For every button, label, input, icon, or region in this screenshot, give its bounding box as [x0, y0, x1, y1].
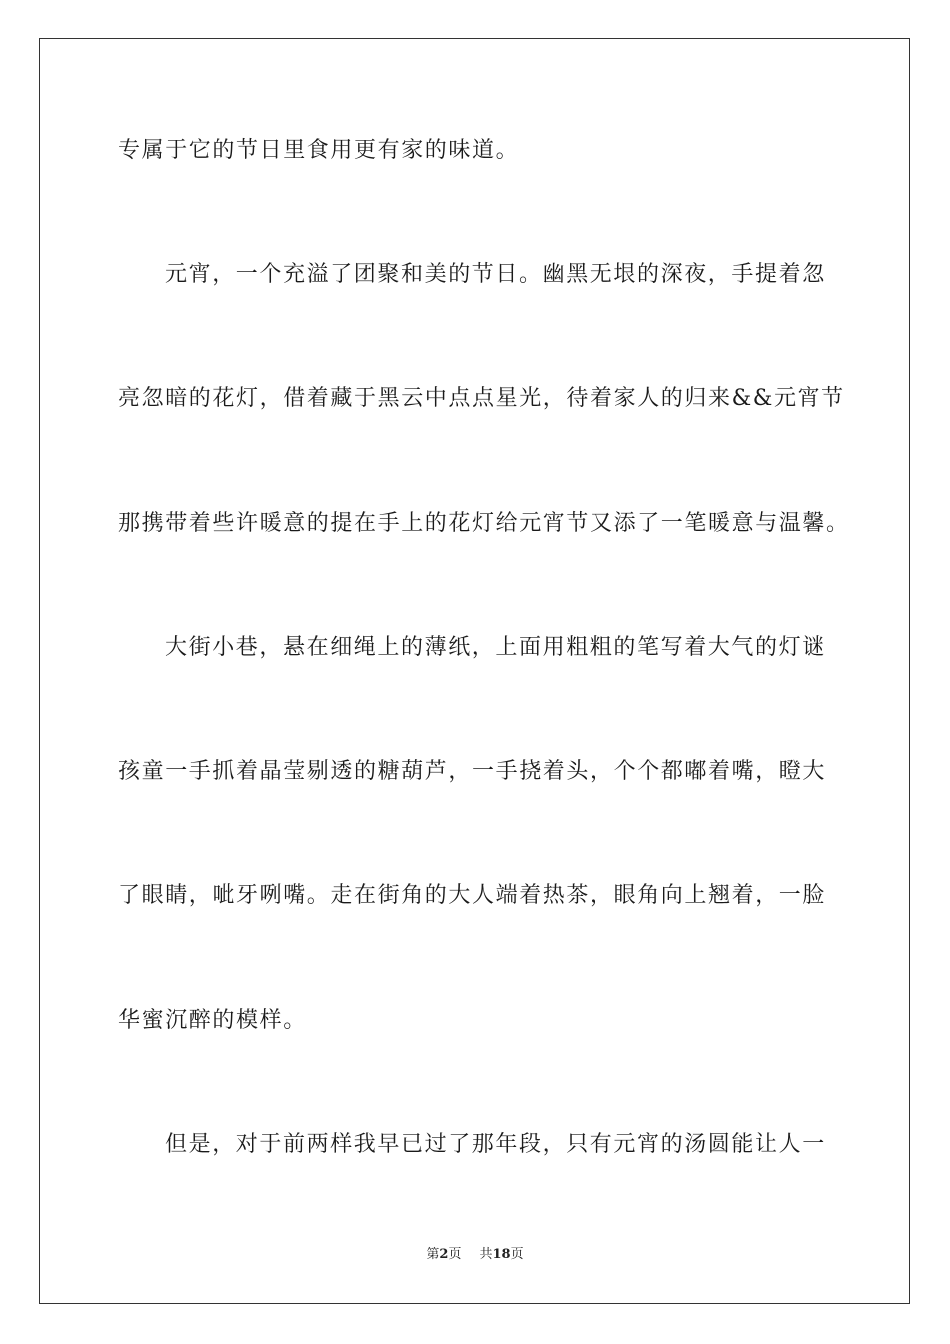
page-suffix: 页	[448, 1247, 462, 1262]
page-footer	[0, 1246, 950, 1264]
text-line-7: 了眼睛，呲牙咧嘴。走在街角的大人端着热茶，眼角向上翘着，一脸	[118, 883, 827, 908]
total-prefix: 共	[479, 1247, 493, 1262]
text-line-1: 专属于它的节日里食用更有家的味道。	[118, 138, 520, 163]
text-line-8: 华蜜沉醉的模样。	[118, 1008, 307, 1033]
paragraph-start-line: 元宵，一个充溢了团聚和美的节日。幽黑无垠的深夜，手提着忽	[165, 262, 826, 287]
page-number: 2	[439, 1247, 449, 1262]
total-suffix: 页	[510, 1247, 524, 1262]
paragraph-start-line: 但是，对于前两样我早已过了那年段，只有元宵的汤圆能让人一	[165, 1132, 826, 1157]
paragraph-start-line: 大街小巷，悬在细绳上的薄纸，上面用粗粗的笔写着大气的灯谜	[165, 635, 826, 660]
text-line-3: 亮忽暗的花灯，借着藏于黑云中点点星光，待着家人的归来&&元宵节	[118, 386, 845, 411]
text-line-4: 那携带着些许暖意的提在手上的花灯给元宵节又添了一笔暖意与温馨。	[118, 511, 850, 536]
total-pages: 18	[492, 1247, 511, 1262]
text-line-6: 孩童一手抓着晶莹剔透的糖葫芦，一手挠着头，个个都嘟着嘴，瞪大	[118, 759, 827, 784]
page-border	[39, 38, 910, 1304]
page-prefix: 第	[426, 1247, 440, 1262]
